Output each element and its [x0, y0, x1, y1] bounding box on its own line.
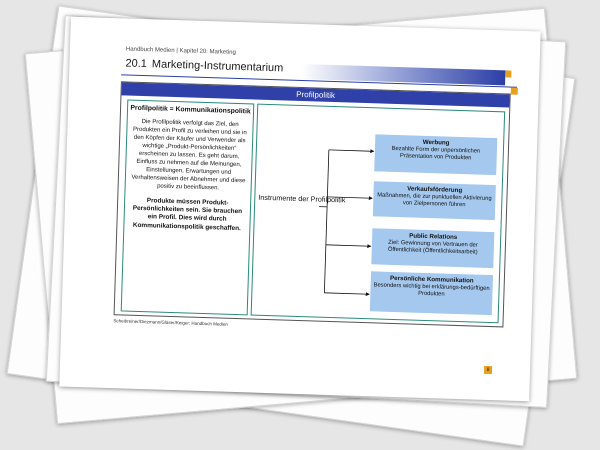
arrow-persoenliche-kommunikation — [324, 293, 369, 294]
instrument-text: Bezahlte Form der unpersönlichen Präsentation von Produkten — [391, 145, 481, 162]
definition-panel — [121, 100, 255, 316]
header-breadcrumb: Handbuch Medien | Kapitel 20: Marketing — [125, 46, 236, 56]
instrument-title: Public Relations — [409, 232, 458, 241]
instrument-box-verkaufsfoerderung — [373, 181, 496, 220]
content-area — [114, 81, 511, 327]
section-title: Marketing-Instrumentarium — [151, 58, 284, 75]
instrument-title: Persönliche Kommunikation — [389, 274, 474, 285]
instruments-label-text: Instrumente der Profilpolitik — [258, 192, 346, 205]
arrow-werbung — [329, 150, 374, 151]
instrument-text: Ziel: Gewinnung von Vertrauen der Öffentlichkeit (Öffentlichkeitsarbeit) — [387, 239, 478, 256]
instrument-box-public-relations — [371, 228, 494, 268]
header-gradient-bar — [301, 64, 505, 85]
document-page — [59, 17, 540, 402]
instrument-text: Maßnahmen, die zur punktuellen Aktivierung von Zielpersonen führen — [377, 192, 492, 209]
instrument-box-werbung — [374, 134, 497, 175]
definition-title: Profilpolitik = Kommunikationspolitik — [130, 104, 251, 116]
definition-conclusion: Produkte müssen Produkt-Persönlichkeiten sein. Sie brauchen ein Profil. Dies wird durch Kommunikationspolitik geschaffen. — [132, 196, 243, 232]
instrument-title: Verkaufsförderung — [407, 185, 463, 195]
footer-source: Scheibreiner/Diezmann/Gläser/Keiger: Handbuch Medien — [113, 318, 228, 327]
instrument-text: Besonders wichtig bei erklärungs-bedürftigen Produkten — [373, 282, 490, 298]
banner: Profilpolitik — [121, 82, 509, 107]
instrument-title: Werbung — [422, 138, 450, 147]
bracket-spine — [324, 150, 328, 293]
arrow-public-relations — [326, 245, 371, 246]
definition-body: Die Profilpolitik verfolgt das Ziel, den Produkten ein Profil zu verleihen und sie in den Köpfen der Käufer und Verwender als wichtige „Produkt-Persönlichkeiten“ erscheinen zu lassen. Es geht darum, Einfluss zu nehmen auf die Meinungen, Einstellungen, Erwartungen und Verhaltensweisen der Abnehmer und diese positiv zu beeinflussen. — [131, 119, 247, 192]
page-title — [125, 57, 283, 74]
arrow-verkaufsfoerderung — [327, 197, 372, 198]
instruments-panel — [251, 104, 506, 324]
banner-accent-square — [511, 88, 518, 95]
header-accent-square — [505, 70, 511, 77]
section-number: 20.1 — [125, 57, 148, 71]
instrument-box-persoenliche-kommunikation — [370, 271, 493, 315]
page-number: 8 — [484, 366, 492, 374]
